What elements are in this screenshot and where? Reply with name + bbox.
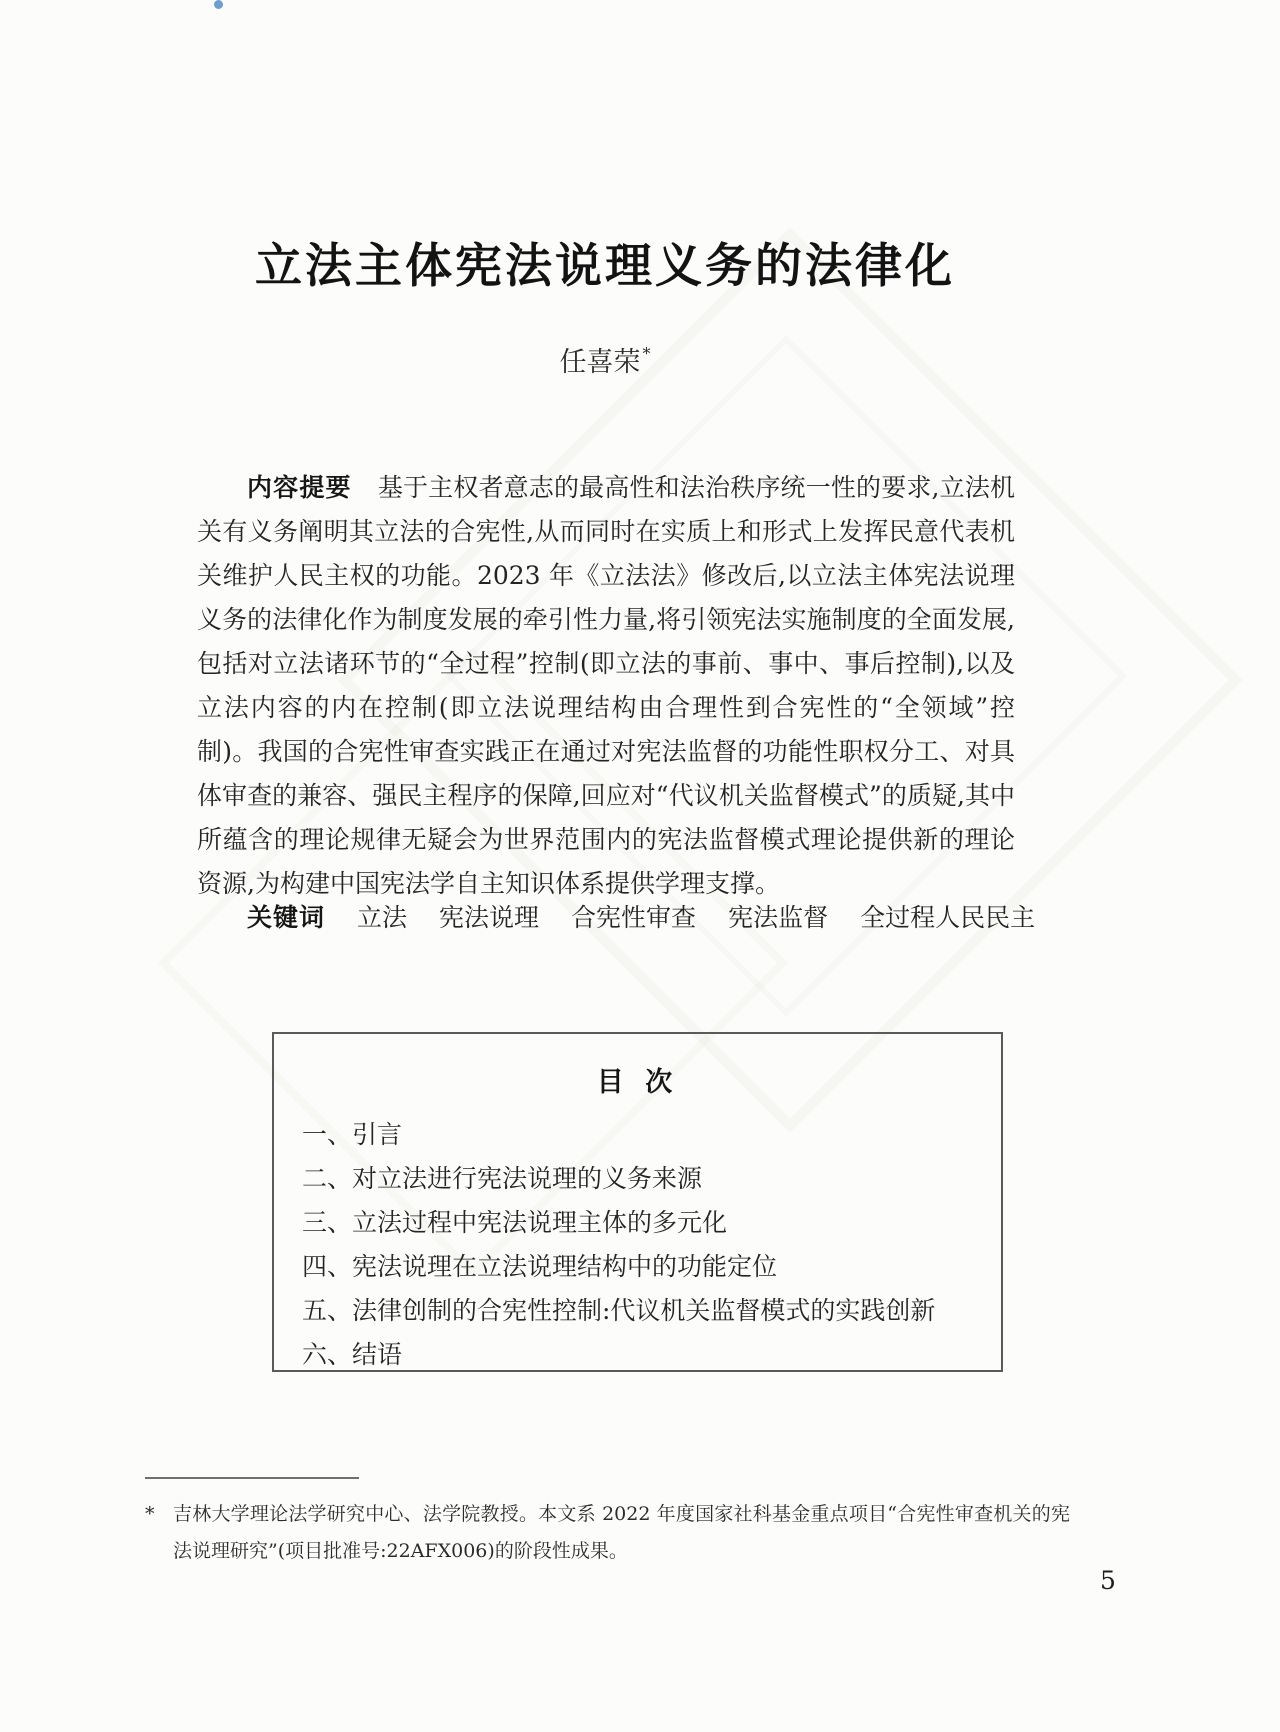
keyword: 宪法监督 [728, 903, 829, 932]
author-name: 任喜荣 [559, 347, 641, 378]
scan-artifact-dot [214, 0, 223, 9]
toc-title: 目 次 [596, 1067, 679, 1098]
author-line [145, 340, 1065, 379]
abstract-label: 内容提要 [247, 473, 352, 502]
keyword: 全过程人民民主 [860, 903, 1036, 932]
author-footnote-marker: * [642, 344, 651, 363]
table-of-contents-box [272, 1032, 1003, 1372]
footnote-divider [145, 1477, 359, 1479]
footnote [145, 1496, 1070, 1570]
keyword: 立法 [357, 903, 408, 932]
footnote-text: 吉林大学理论法学研究中心、法学院教授。本文系 2022 年度国家社科基金重点项目“合宪性审查机关的宪法说理研究”(项目批准号:22AFX006)的阶段性成果。 [173, 1503, 1070, 1562]
keyword: 合宪性审查 [571, 903, 697, 932]
toc-item: 四、宪法说理在立法说理结构中的功能定位 [302, 1252, 778, 1281]
footnote-marker: * [145, 1503, 155, 1525]
page-number: 5 [1100, 1566, 1116, 1595]
abstract-paragraph [197, 466, 1015, 906]
toc-item: 六、结语 [302, 1340, 403, 1369]
abstract-text: 基于主权者意志的最高性和法治秩序统一性的要求,立法机关有义务阐明其立法的合宪性,从而同时在实质上和形式上发挥民意代表机关维护人民主权的功能。2023 年《立法法》修改后,以立法主体宪法说理义务的法律化作为制度发展的牵引性力量,将引领宪法实施制度的全面发展,包括对立法诸环节的“全过程”控制(即立法的事前、事中、事后控制),以及立法内容的内在控制(即立法说理结构由合理性到合宪性的“全领域”控制)。我国的合宪性审查实践正在通过对宪法监督的功能性职权分工、对具体审查的兼容、强民主程序的保障,回应对“代议机关监督模式”的质疑,其中所蕴含的理论规律无疑会为世界范围内的宪法监督模式理论提供新的理论资源,为构建中国宪法学自主知识体系提供学理支撑。 [197, 473, 1015, 898]
article-title: 立法主体宪法说理义务的法律化 [255, 239, 955, 295]
toc-item: 三、立法过程中宪法说理主体的多元化 [302, 1208, 728, 1237]
toc-list [302, 1113, 1001, 1377]
toc-item: 五、法律创制的合宪性控制:代议机关监督模式的实践创新 [302, 1296, 936, 1325]
toc-item: 一、引言 [302, 1120, 403, 1149]
keyword: 宪法说理 [439, 903, 540, 932]
toc-item: 二、对立法进行宪法说理的义务来源 [302, 1164, 703, 1193]
keywords-line [197, 896, 1037, 940]
keywords-label: 关键词 [247, 903, 326, 932]
